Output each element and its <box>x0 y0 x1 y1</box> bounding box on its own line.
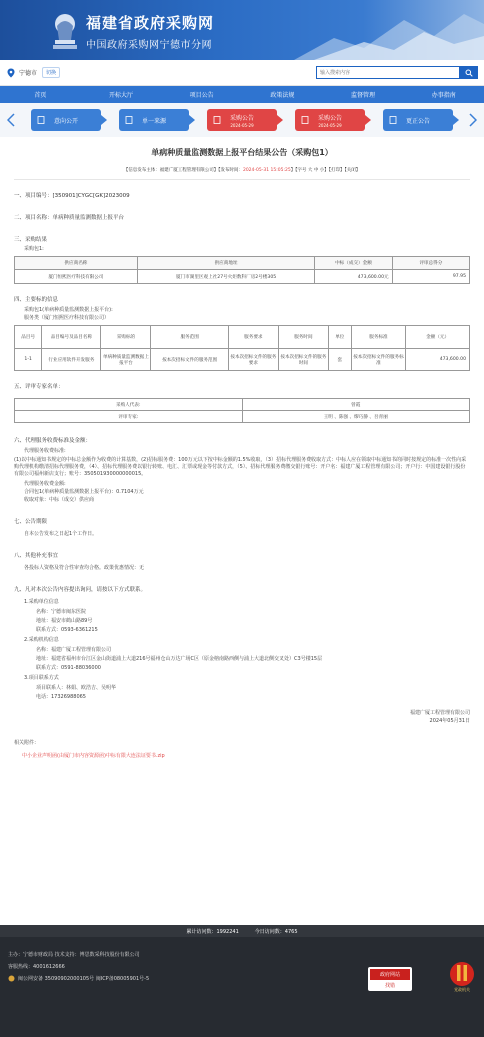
current-city: 宁德市 <box>19 70 38 77</box>
section-agency-fee: 六、代理服务收费标准及金额： <box>14 438 92 444</box>
flow-step-procurement-1[interactable]: 采购公告 2024-05-29 <box>207 109 277 131</box>
contact-project-title: 3.项目联系方式 <box>24 675 59 681</box>
section-project-name: 二、项目名称：单病种质量监测数据上报平台 <box>14 215 125 221</box>
publish-time: 2024-05-31 15:05:25 <box>242 168 291 173</box>
table-row: 评审专家: 王明 、陈强 、缪巧静 、吾青丽 <box>15 411 470 423</box>
section-project-number: 一、项目编号：[350901]CYGC[GK]2023009 <box>14 193 130 199</box>
document-icon <box>213 116 221 124</box>
city-switch-button[interactable]: 切换 <box>42 67 60 78</box>
sign-date: 2024年05月31日 <box>429 718 470 724</box>
search-icon <box>465 69 473 77</box>
section-supplement: 八、其他补充事宜 <box>14 553 59 559</box>
search-box <box>316 66 478 79</box>
attachment-link[interactable]: 中小企业声明函(由厦门市内容资源函)中标有限大连法证要书.zip <box>22 753 165 759</box>
flow-step-intent[interactable]: 意向公开 <box>31 109 101 131</box>
site-footer <box>0 937 484 1037</box>
supplement-body: 各投标人资格及符合性审查均合格。政策优惠情况：无 <box>24 565 145 571</box>
contact-purchaser-title: 1.采购单位信息 <box>24 599 59 605</box>
nav-item-supervision[interactable]: 监督管理 <box>351 92 376 99</box>
location-pin-icon <box>6 68 16 78</box>
result-table <box>14 256 470 284</box>
site-logo <box>50 10 80 52</box>
search-input[interactable] <box>316 66 460 79</box>
nav-item-guide[interactable]: 办事指南 <box>431 92 456 99</box>
supplier-label: 服务类（厦门恒熙医疗科技有限公司） <box>24 315 110 321</box>
items-table <box>14 325 470 371</box>
nav-item-policies[interactable]: 政策法规 <box>270 92 295 99</box>
gov-site-error-badge[interactable]: 政府网站 找错 <box>368 967 412 991</box>
search-button[interactable] <box>460 66 478 79</box>
nav-item-announcements[interactable]: 项目公告 <box>189 92 214 99</box>
nav-item-home[interactable]: 首页 <box>34 92 47 99</box>
top-bar <box>0 60 484 86</box>
party-org-badge[interactable]: 党政机关 <box>445 959 479 993</box>
announcement-meta: 【信息发布主体：福建广厦工程管理有限公司】【发布时间：2024-05-31 15:05:25】【字号 大 中 小】【打印】【关闭】 <box>14 167 470 180</box>
table-row: 厦门恒熙医疗科技有限公司 厦门市湖里区观上社27号火炬数科厂房2号楼305 473,600.00元 97.95 <box>15 270 470 284</box>
flow-step-single-source[interactable]: 单一来源 <box>119 109 189 131</box>
announcement-content <box>0 147 484 759</box>
section-procurement-result: 三、采购结果 <box>14 237 48 243</box>
signature-block <box>14 709 470 725</box>
process-flow <box>0 103 484 137</box>
site-header <box>0 0 484 60</box>
site-title: 福建省政府采购网 <box>86 14 215 32</box>
sign-organization: 福建广厦工程管理有限公司 <box>409 710 470 716</box>
table-header-row: 品目号 品目编号及品目名称 采购标的 服务范围 服务要求 服务时间 单位 服务标准 金额（元） <box>15 326 470 349</box>
flow-step-procurement-2[interactable]: 采购公告 2024-05-29 <box>295 109 365 131</box>
section-period: 七、公告期限 <box>14 519 48 525</box>
fee-standard-body: (1)以中标通知书规定的中标总金额作为收费的计算基数，(2)招标服务费：100万元以下按中标金额的1.5%收取，（3）招标代理服务费收取方式：中标人应在领取中标通知书的同时按规定的标准一次性向采购代理机构缴清招标代理服务费，（4）、招标代理服务费以银行转账、电汇、汇票或现金等付款方式，（5）、招标代理服务费缴交银行账号：开户名：福建广厦工程管理有限公司；开户行：中国建设银行股份有限公司福州新店支行；账号：350501930000000015。 <box>14 457 467 477</box>
section-main-items: 四、主要标的信息 <box>14 297 59 303</box>
package-label: 采购包1: <box>24 246 44 252</box>
nav-item-bid-hall[interactable]: 开标大厅 <box>109 92 134 99</box>
experts-table <box>14 398 470 423</box>
mountain-background <box>294 0 484 60</box>
section-experts: 五、评审专家名单： <box>14 384 64 390</box>
fee-amount-label: 代理服务收费金额: <box>24 481 66 487</box>
chevron-left-icon <box>7 113 15 127</box>
attachments-label: 相关附件： <box>14 740 40 746</box>
police-badge-icon <box>8 975 15 982</box>
fee-target: 收取对象：中标（成交）供应商 <box>24 497 95 503</box>
section-contact: 九、凡对本次公告内容提出询问，请按以下方式联系。 <box>14 587 147 593</box>
document-icon <box>37 116 45 124</box>
footer-organizer: 主办：宁德市财政局 技术支持：博思数采科技股份有限公司 <box>8 952 140 958</box>
document-icon <box>301 116 309 124</box>
main-nav <box>0 86 484 103</box>
flow-prev-button[interactable] <box>4 106 18 134</box>
document-icon <box>389 116 397 124</box>
announcement-title: 单病种质量监测数据上报平台结果公告（采购包1） <box>151 148 333 157</box>
document-icon <box>125 116 133 124</box>
table-header-row: 供应商名称 供应商地址 中标（成交）金额 评审总得分 <box>15 257 470 270</box>
fee-amount: 合同包1(单病种质量监测数据上报平台)：0.7104万元 <box>24 489 144 495</box>
flow-steps <box>18 109 466 131</box>
contact-agency-title: 2.采购机构信息 <box>24 637 59 643</box>
package-label-2: 采购包1(单病种质量监测数据上报平台): <box>24 307 113 313</box>
today-visits: 今日访问数：4765 <box>254 928 298 935</box>
period-body: 自本公告发布之日起1个工作日。 <box>24 531 98 537</box>
chevron-right-icon <box>469 113 477 127</box>
flow-next-button[interactable] <box>466 106 480 134</box>
footer-hotline: 客服热线：4001612666 <box>8 964 65 970</box>
table-row: 采购人代表: 曾霞 <box>15 399 470 411</box>
flow-step-correction[interactable]: 更正公告 <box>383 109 453 131</box>
total-visits: 累计访问数：1992241 <box>186 928 239 935</box>
visit-stats <box>0 925 484 937</box>
contact-block: 1.采购单位信息 名称：宁德市闽东医院 地址：福安市鹤山路89号 联系方式：0593-6361215 2.采购机构信息 名称：福建广厦工程管理有限公司 地址：福建省福州市台江区金山街道浦上大道216号福州仓山万达广场C区（原金榕南路西侧与浦上大道北侧交叉处）C3号楼15层 联系方式：0591-88036000 3.项目联系方式 项目联系人：林娟、欧浩吉、吴明华 电话：17326988065 <box>24 599 470 701</box>
table-row: 1-1 行业应用软件开发服务 单病种质量监测数据上报平台 按本次招标文件的服务范围 按本次招标文件的服务要求 按本次招标文件的服务时间 套 按本次招标文件的服务标准 473,600.00 <box>15 349 470 371</box>
fee-standard-label: 代理服务收费标准: <box>24 448 66 454</box>
site-subtitle: 中国政府采购网宁德市分网 <box>86 40 212 51</box>
footer-icp: 闽公网安备 35090902000105号 闽ICP备08005901号-5 <box>8 975 149 982</box>
